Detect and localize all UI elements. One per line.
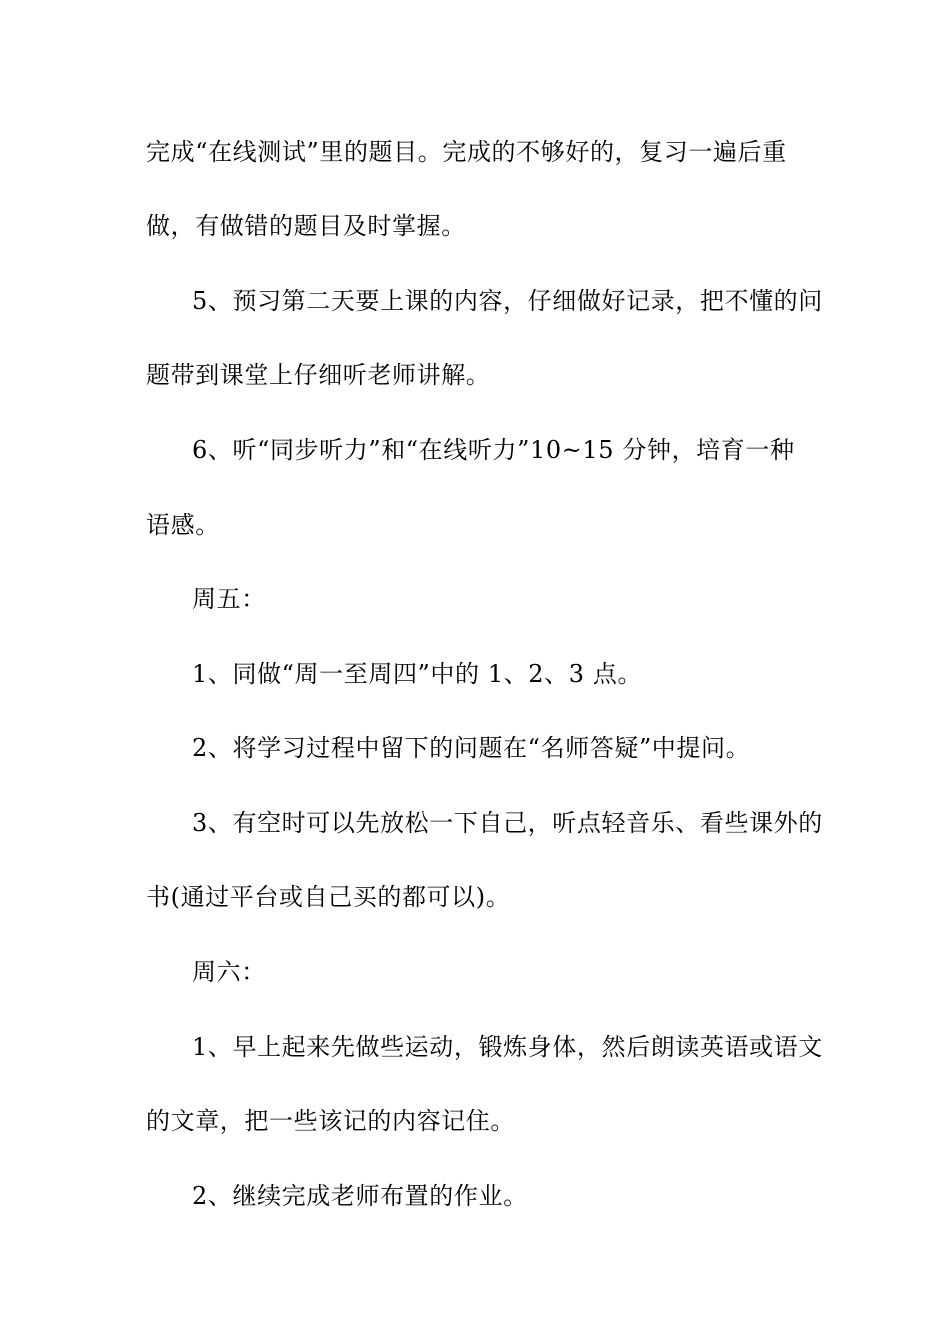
paragraph-line-4: 题带到课堂上仔细听老师讲解。 (146, 361, 491, 389)
paragraph-line-3: 5、预习第二天要上课的内容，仔细做好记录，把不懂的问 (192, 287, 823, 315)
paragraph-line-1: 完成“在线测试”里的题目。完成的不够好的，复习一遍后重 (146, 138, 787, 166)
paragraph-line-2: 做，有做错的题目及时掌握。 (146, 212, 466, 240)
paragraph-line-11: 书(通过平台或自己买的都可以)。 (146, 883, 511, 911)
paragraph-line-14: 的文章，把一些该记的内容记住。 (146, 1107, 515, 1135)
paragraph-line-15: 2、继续完成老师布置的作业。 (192, 1182, 528, 1210)
section-heading-friday: 周五： (192, 585, 266, 613)
paragraph-line-8: 1、同做“周一至周四”中的 1、2、3 点。 (192, 660, 643, 688)
paragraph-line-5: 6、听“同步听力”和“在线听力”10~15 分钟，培育一种 (192, 436, 795, 464)
paragraph-line-10: 3、有空时可以先放松一下自己，听点轻音乐、看些课外的 (192, 809, 823, 837)
paragraph-line-6: 语感。 (146, 511, 220, 539)
paragraph-line-9: 2、将学习过程中留下的问题在“名师答疑”中提问。 (192, 734, 751, 762)
section-heading-saturday: 周六： (192, 958, 266, 986)
paragraph-line-13: 1、早上起来先做些运动，锻炼身体，然后朗读英语或语文 (192, 1033, 823, 1061)
